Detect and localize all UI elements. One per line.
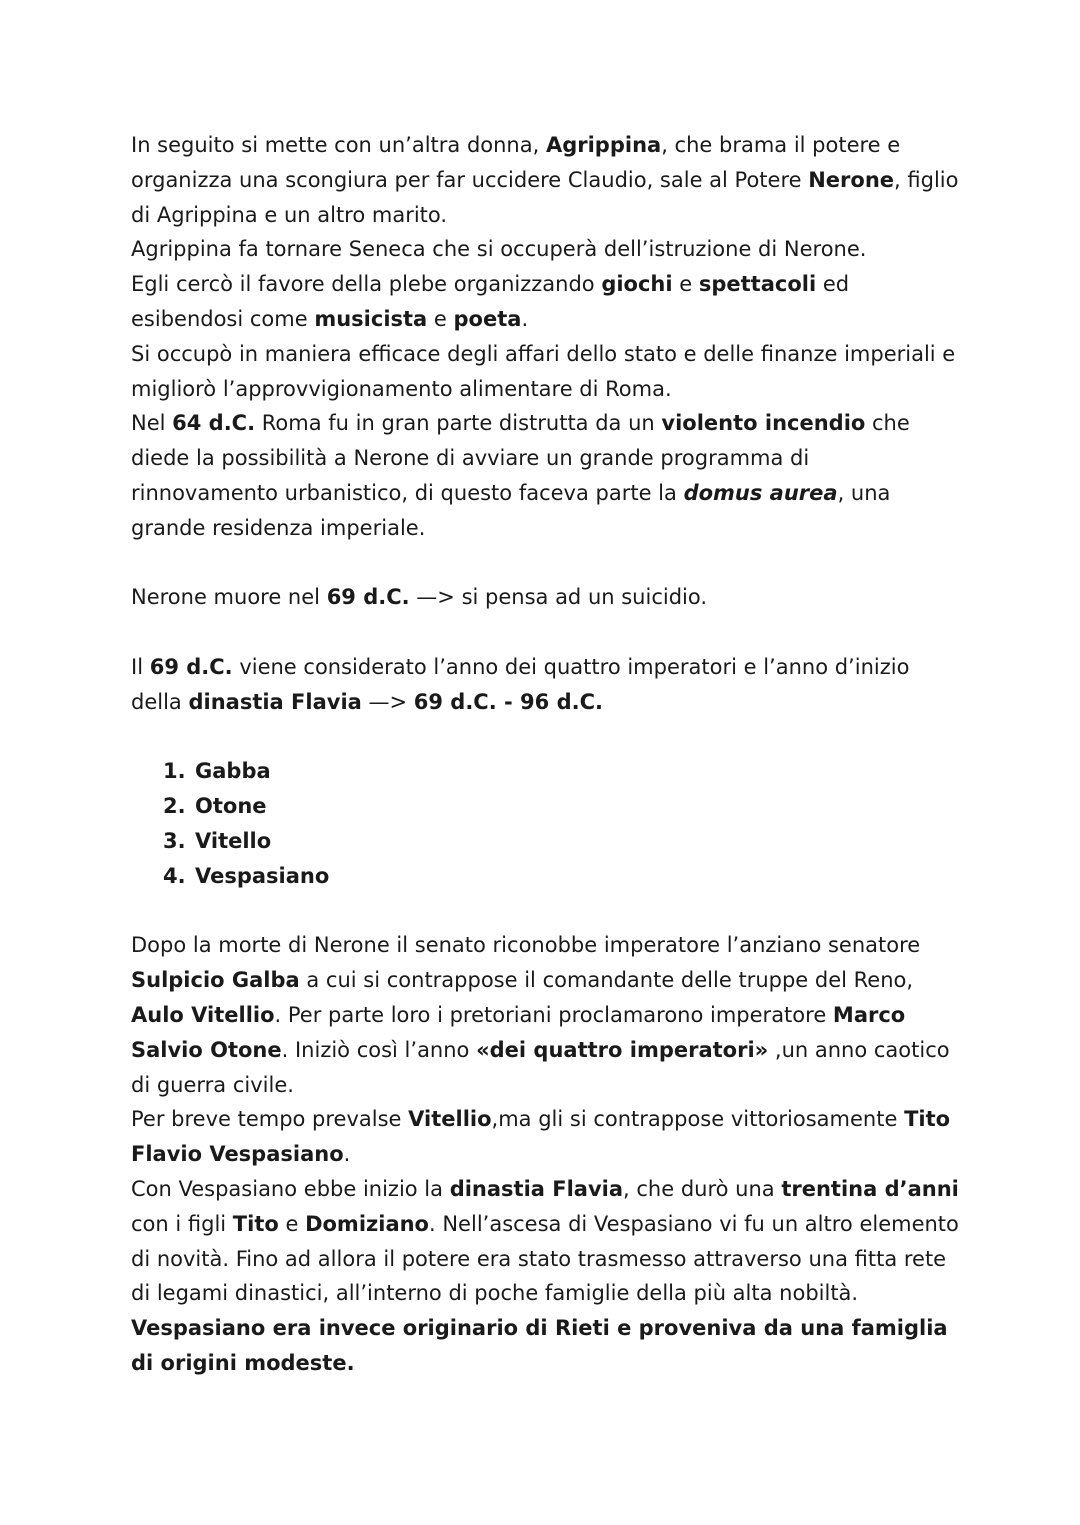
bold-term: Sulpicio Galba bbox=[131, 968, 300, 993]
paragraph-morte-nerone: Nerone muore nel 69 d.C. —> si pensa ad un suicidio. bbox=[131, 585, 708, 610]
list-item: 2. Otone bbox=[163, 794, 267, 819]
paragraph-incendio: Nel 64 d.C. Roma fu in gran parte distrutta da un violento incendio che diede la possibilità a Nerone di avviare un grande programma di rinnovamento urbanistico, di questo faceva parte la domus aurea, una grande residenza imperiale. bbox=[131, 411, 910, 540]
paragraph-agrippina: In seguito si mette con un’altra donna, Agrippina, che brama il potere e organizza una scongiura per far uccidere Claudio, sale al Potere Nerone, figlio di Agrippina e un altro marito. bbox=[131, 133, 959, 227]
bold-term: 69 d.C. bbox=[149, 654, 233, 679]
bold-term: Vitellio bbox=[408, 1107, 492, 1132]
bold-term: violento incendio bbox=[661, 411, 866, 436]
bold-term: dinastia Flavia bbox=[449, 1176, 624, 1201]
bold-term: Marco Salvio Otone bbox=[131, 1002, 906, 1062]
spacer bbox=[131, 546, 961, 581]
paragraph-vespasiano: Con Vespasiano ebbe inizio la dinastia Flavia, che durò una trentina d’anni con i figli Tito e Domiziano. Nell’ascesa di Vespasiano vi fu un altro elemento di novità. Fino ad allora il potere era stato trasmesso attraverso una fitta rete di legami dinastici, all’interno di poche famiglie della più alta nobiltà. Vespasiano era invece originario di Rieti e proveniva da una famiglia di origini modeste. bbox=[131, 1176, 959, 1375]
bold-term: Aulo Vitellio bbox=[131, 1002, 275, 1027]
list-item: 3. Vitello bbox=[163, 828, 272, 853]
bold-term: Domiziano bbox=[305, 1211, 429, 1236]
list-item: 4. Vespasiano bbox=[163, 863, 330, 888]
spacer bbox=[131, 615, 961, 650]
paragraph-affari: Si occupò in maniera efficace degli affari dello stato e delle finanze imperiali e migliorò l’approvvigionamento alimentare di Roma. bbox=[131, 341, 956, 401]
bold-term: Agrippina bbox=[545, 133, 662, 157]
paragraph-vitellio: Per breve tempo prevalse Vitellio,ma gli si contrappose vittoriosamente Tito Flavio Vespasiano. bbox=[131, 1107, 951, 1167]
bold-term: giochi bbox=[601, 272, 673, 297]
paragraph-plebe: Egli cercò il favore della plebe organizzando giochi e spettacoli ed esibendosi come musicista e poeta. bbox=[131, 272, 850, 331]
bold-term: poeta bbox=[453, 306, 522, 331]
bold-term: Tito bbox=[232, 1211, 279, 1236]
document-page bbox=[131, 128, 961, 1381]
bold-term: domus aurea bbox=[683, 480, 838, 505]
bold-term: 69 d.C. bbox=[326, 585, 410, 610]
bold-term: Tito Flavio Vespasiano bbox=[131, 1107, 951, 1167]
paragraph-quattro-imperatori: Il 69 d.C. viene considerato l’anno dei quattro imperatori e l’anno d’inizio della dinastia Flavia —> 69 d.C. - 96 d.C. bbox=[131, 654, 910, 714]
bold-term: spettacoli bbox=[698, 272, 817, 297]
bold-term: «dei quattro imperatori» bbox=[476, 1037, 769, 1062]
bold-term: Nerone bbox=[808, 167, 895, 192]
bold-term: dinastia Flavia bbox=[188, 689, 362, 714]
paragraph-galba: Dopo la morte di Nerone il senato riconobbe imperatore l’anziano senatore Sulpicio Galba a cui si contrappose il comandante delle truppe del Reno, Aulo Vitellio. Per parte loro i pretoriani proclamarono imperatore Marco Salvio Otone. Iniziò così l’anno «dei quattro imperatori» ,un anno caotico di guerra civile. bbox=[131, 933, 950, 1097]
list-item: 1. Gabba bbox=[163, 759, 271, 784]
spacer bbox=[131, 894, 961, 929]
bold-term: trentina d’anni bbox=[781, 1176, 959, 1201]
bold-term: musicista bbox=[314, 306, 428, 331]
spacer bbox=[131, 720, 961, 755]
bold-term: 69 d.C. - 96 d.C. bbox=[413, 689, 603, 714]
bold-term: Vespasiano era invece originario di Rieti e proveniva da una famiglia di origini modeste. bbox=[131, 1316, 948, 1375]
bold-term: 64 d.C. bbox=[172, 411, 256, 436]
emperors-list bbox=[131, 754, 961, 893]
paragraph-seneca: Agrippina fa tornare Seneca che si occuperà dell’istruzione di Nerone. bbox=[131, 237, 867, 262]
